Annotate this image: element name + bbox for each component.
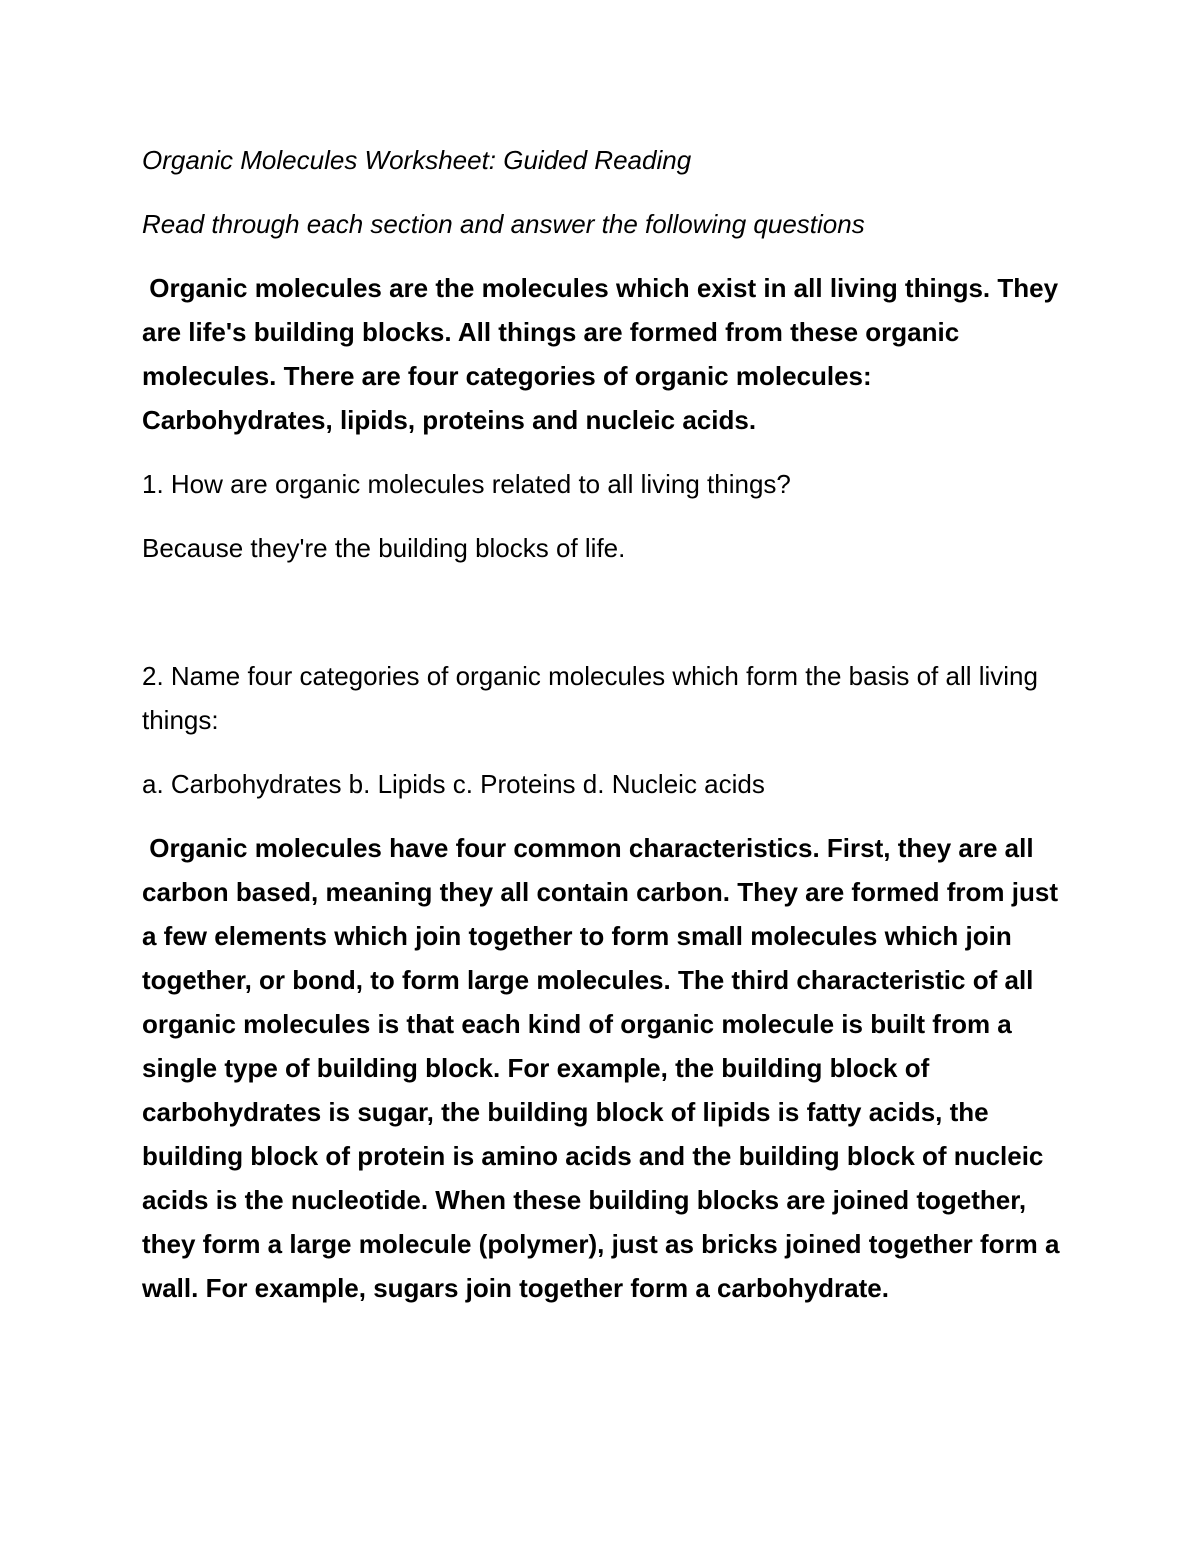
document-body	[142, 138, 1062, 1330]
answer-1: Because they're the building blocks of life.	[142, 533, 626, 563]
reading-paragraph-2: Organic molecules have four common characteristics. First, they are all carbon based, meaning they all contain carbon. They are formed from just a few elements which join together to form small molecules which join together, or bond, to form large molecules. The third characteristic of all organic molecules is that each kind of organic molecule is built from a single type of building block. For example, the building block of carbohydrates is sugar, the building block of lipids is fatty acids, the building block of protein is amino acids and the building block of nucleic acids is the nucleotide. When these building blocks are joined together, they form a large molecule (polymer), just as bricks joined together form a wall. For example, sugars join together form a carbohydrate.	[142, 833, 1060, 1303]
question-1: 1. How are organic molecules related to all living things?	[142, 469, 791, 499]
worksheet-title: Organic Molecules Worksheet: Guided Reading	[142, 145, 692, 175]
answer-2: a. Carbohydrates b. Lipids c. Proteins d. Nucleic acids	[142, 769, 765, 799]
reading-paragraph-1: Organic molecules are the molecules which exist in all living things. They are life's building blocks. All things are formed from these organic molecules. There are four categories of organic molecules: Carbohydrates, lipids, proteins and nucleic acids.	[142, 273, 1059, 435]
worksheet-instructions: Read through each section and answer the following questions	[142, 209, 865, 239]
question-2: 2. Name four categories of organic molecules which form the basis of all living things:	[142, 661, 1038, 735]
